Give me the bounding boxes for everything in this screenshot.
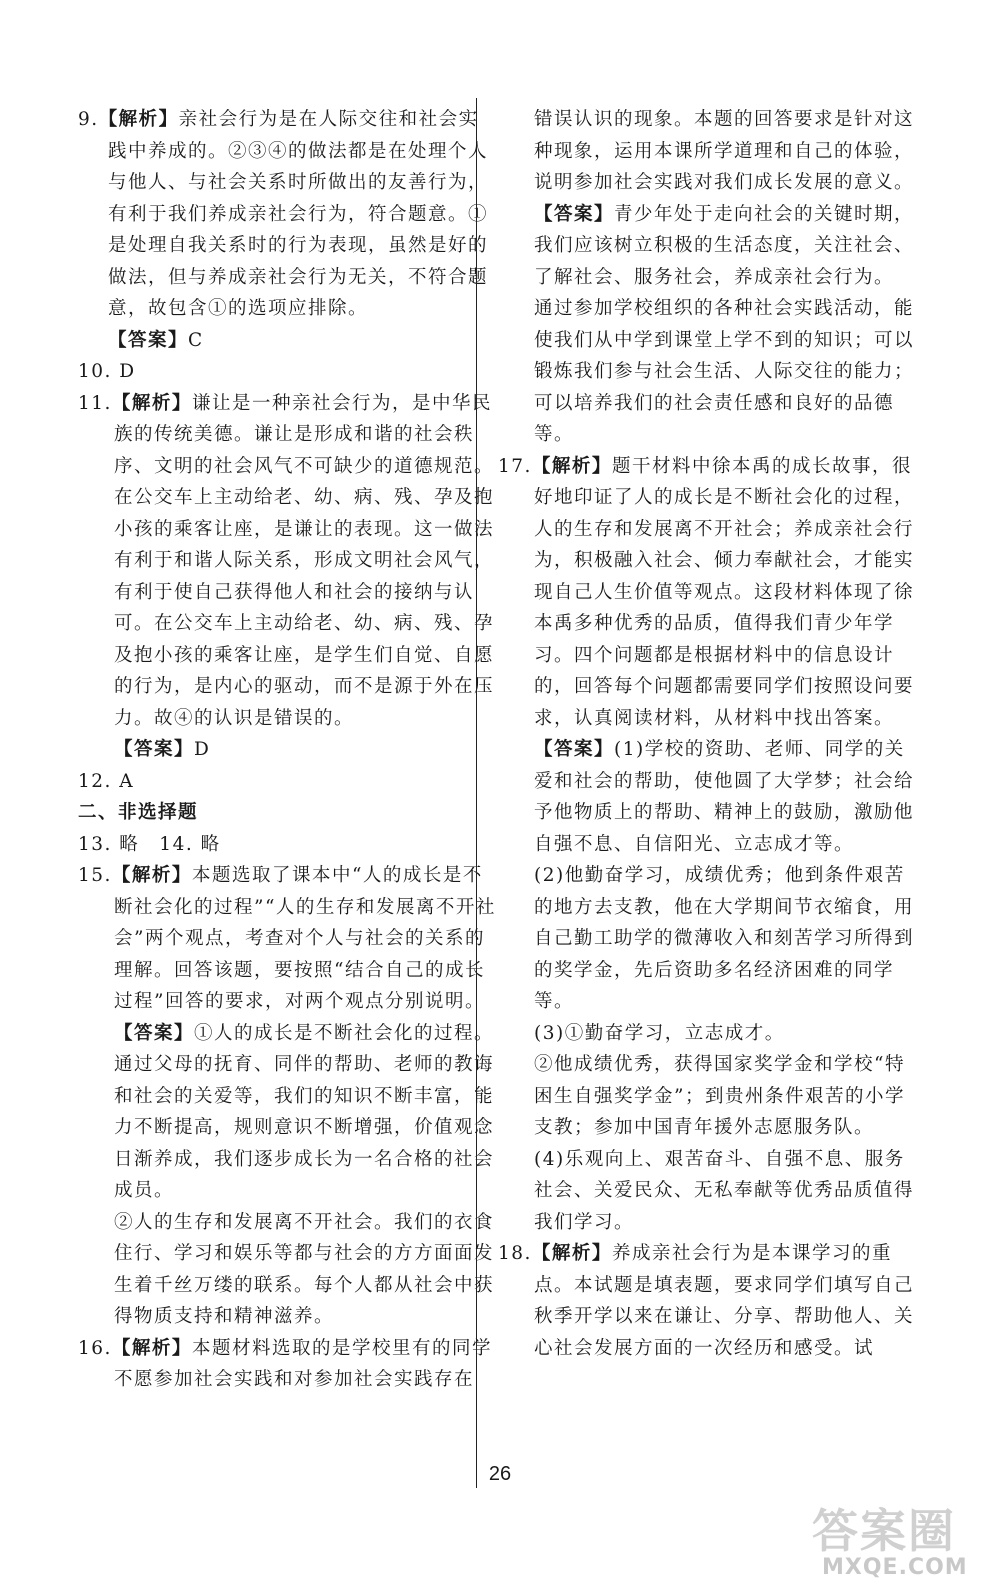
answer-17-part-3-1: (3)①勤奋学习，立志成才。 bbox=[534, 1022, 785, 1044]
analysis-text: 本题材料选取的是学校里有的同学不愿参加社会实践和对参加社会实践存在 bbox=[114, 1337, 492, 1390]
answer-tag: 【答案】 bbox=[534, 203, 615, 225]
answer-15-part-2: ②人的生存和发展离不开社会。我们的衣食住行、学习和娱乐等都与社会的方方面面发生着千丝万缕的联系。每个人都从社会中获得物质支持和精神滋养。 bbox=[114, 1211, 495, 1327]
question-number: 9. bbox=[78, 109, 99, 130]
analysis-tag: 【解析】 bbox=[111, 1337, 192, 1359]
watermark-url: MXQE.COM bbox=[822, 1555, 968, 1580]
question-16-continued: 错误认识的现象。本题的回答要求是针对这种现象，运用本课所学道理和自己的体验，说明参加社会实践对我们成长发展的意义。 bbox=[534, 109, 915, 193]
question-number: 15. bbox=[78, 865, 112, 886]
left-column bbox=[78, 104, 498, 1396]
answer-16 bbox=[498, 199, 918, 294]
answer-9 bbox=[78, 325, 498, 357]
right-column bbox=[498, 104, 918, 1364]
answer-15 bbox=[78, 1018, 498, 1207]
question-16 bbox=[78, 1333, 498, 1396]
answer-17-part-1 bbox=[498, 734, 918, 860]
question-number: 16. bbox=[78, 1337, 112, 1359]
answer-11 bbox=[78, 734, 498, 766]
question-11 bbox=[78, 388, 498, 735]
watermark-text: 答案圈 bbox=[812, 1504, 956, 1558]
page-number: 26 bbox=[488, 1463, 512, 1485]
analysis-text: 题干材料中徐本禹的成长故事，很好地印证了人的成长是不断社会化的过程，人的生存和发展离不开社会；养成亲社会行为，积极融入社会、倾力奉献社会，才能实现自己人生价值等观点。这段材料体现了徐本禹多种优秀的品质，值得我们青少年学习。四个问题都是根据材料中的信息设计的，回答每个问题都需要同学们按照设问要求，认真阅读材料，从材料中找出答案。 bbox=[534, 455, 915, 729]
answer-text: ①人的成长是不断社会化的过程。通过父母的抚育、同伴的帮助、老师的教诲和社会的关爱等，我们的知识不断丰富，能力不断提高，规则意识不断增强，价值观念日渐养成，我们逐步成长为一名合格的社会成员。 bbox=[114, 1022, 495, 1201]
analysis-text: 本题选取了课本中“人的成长是不断社会化的过程”“人的生存和发展离不开社会”两个观点，考查对个人与社会的关系的理解。回答该题，要按照“结合自己的成长过程”回答的要求，对两个观点分别说明。 bbox=[114, 865, 496, 1012]
analysis-tag: 【解析】 bbox=[531, 455, 612, 477]
question-18 bbox=[498, 1238, 918, 1364]
question-17 bbox=[498, 451, 918, 735]
analysis-tag: 【解析】 bbox=[531, 1243, 612, 1264]
answer-tag: 【答案】 bbox=[114, 739, 195, 760]
analysis-tag: 【解析】 bbox=[98, 109, 179, 130]
answer-text: (1)学校的资助、老师、同学的关爱和社会的帮助，使他圆了大学梦；社会给予他物质上的帮助、精神上的鼓励，激励他自强不息、自信阳光、立志成才等。 bbox=[534, 739, 915, 855]
question-number: 17. bbox=[498, 455, 532, 477]
answer-value: D bbox=[194, 739, 211, 760]
analysis-text: 亲社会行为是在人际交往和社会实践中养成的。②③④的做法都是在处理个人与他人、与社会关系时所做出的友善行为，有利于我们养成亲社会行为，符合题意。①是处理自我关系时的行为表现，虽然是好的做法，但与养成亲社会行为无关，不符合题意，故包含①的选项应排除。 bbox=[108, 109, 489, 319]
question-13-14: 13. 略 14. 略 bbox=[78, 833, 221, 855]
answer-text: 青少年处于走向社会的关键时期，我们应该树立积极的生活态度，关注社会、了解社会、服务社会，养成亲社会行为。 bbox=[534, 203, 915, 288]
answer-17-part-4: (4)乐观向上、艰苦奋斗、自强不息、服务社会、关爱民众、无私奉献等优秀品质值得我们学习。 bbox=[534, 1148, 915, 1233]
section-heading: 二、非选择题 bbox=[78, 802, 199, 823]
analysis-tag: 【解析】 bbox=[111, 865, 192, 886]
answer-tag: 【答案】 bbox=[108, 329, 189, 351]
answer-17-part-2: (2)他勤奋学习，成绩优秀；他到条件艰苦的地方去支教，他在大学期间节衣缩食，用自己勤工助学的微薄收入和刻苦学习所得到的奖学金，先后资助多名经济困难的同学等。 bbox=[534, 865, 915, 1012]
analysis-text: 谦让是一种亲社会行为，是中华民族的传统美德。谦让是形成和谐的社会秩序、文明的社会风气不可缺少的道德规范。在公交车上主动给老、幼、病、残、孕及抱小孩的乘客让座，是谦让的表现。这一做法有利于和谐人际关系，形成文明社会风气，有利于使自己获得他人和社会的接纳与认可。在公交车上主动给老、幼、病、残、孕及抱小孩的乘客让座，是学生们自觉、自愿的行为，是内心的驱动，而不是源于外在压力。故④的认识是错误的。 bbox=[114, 392, 495, 729]
question-9 bbox=[78, 104, 498, 325]
answer-value: C bbox=[188, 329, 204, 351]
answer-16-part-2: 通过参加学校组织的各种社会实践活动，能使我们从中学到课堂上学不到的知识；可以锻炼我们参与社会生活、人际交往的能力；可以培养我们的社会责任感和良好的品德等。 bbox=[534, 298, 915, 445]
answer-tag: 【答案】 bbox=[114, 1022, 195, 1044]
analysis-text: 养成亲社会行为是本课学习的重点。本试题是填表题，要求同学们填写自己秋季开学以来在谦让、分享、帮助他人、关心社会发展方面的一次经历和感受。试 bbox=[534, 1243, 915, 1359]
question-12: 12. A bbox=[78, 770, 135, 792]
question-15 bbox=[78, 860, 498, 1018]
question-number: 18. bbox=[498, 1243, 532, 1264]
question-10: 10. D bbox=[78, 361, 136, 382]
answer-17-part-3-2: ②他成绩优秀，获得国家奖学金和学校“特困生自强奖学金”；到贵州条件艰苦的小学支教；参加中国青年援外志愿服务队。 bbox=[534, 1054, 905, 1138]
analysis-tag: 【解析】 bbox=[111, 392, 192, 414]
watermark-logo bbox=[800, 1495, 990, 1585]
answer-tag: 【答案】 bbox=[534, 739, 615, 760]
question-number: 11. bbox=[78, 392, 112, 414]
